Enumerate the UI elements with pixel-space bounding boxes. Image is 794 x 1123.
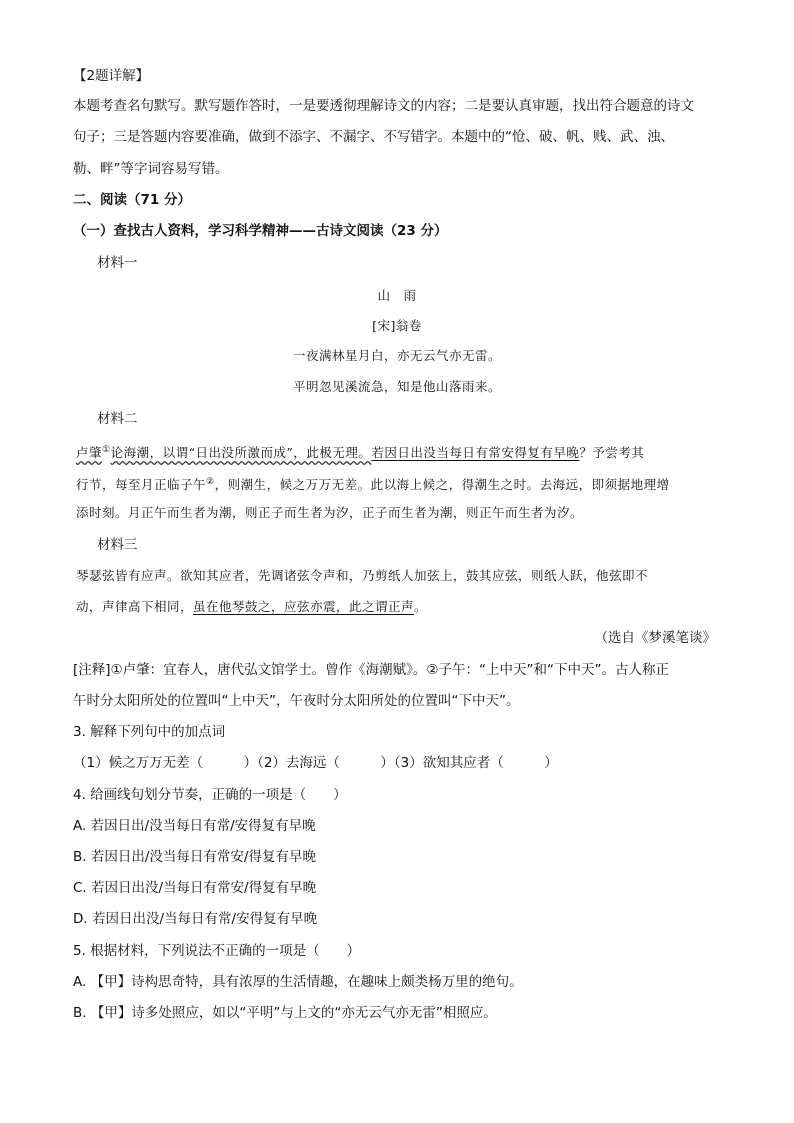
subsection-title: （一）查找古人资料，学习科学精神——古诗文阅读（23 分） <box>73 223 448 239</box>
annotation-line: 午时分太阳所处的位置叫“上中天”，午夜时分太阳所处的位置叫“下中天”。 <box>73 693 520 709</box>
poem-line: 一夜满林星月白，亦无云气亦无雷。 <box>292 348 501 363</box>
underlined-sentence: 虽在他琴鼓之，应弦亦震，此之谓正声 <box>193 599 415 614</box>
option-b: B. 【甲】诗多处照应，如以“平明”与上文的“亦无云气亦无雷”相照应。 <box>73 1005 497 1021</box>
question-items: （1）候之万万无差（ ）（2）去海远（ ）（3）欲知其应者（ ） <box>73 755 558 771</box>
material-paragraph-line <box>76 440 724 463</box>
underlined-quote: 论海潮，以谓“日出没所激而成”，此极无理。 <box>110 445 372 461</box>
option-c: C. 若因日出没/当每日有常安/得复有早晚 <box>73 880 317 896</box>
text-run: ？予尝考其 <box>579 445 645 461</box>
text-run: ，则潮生，候之万万无差。此以海上候之，得潮生之时。去海远，即须据地理增 <box>214 477 670 493</box>
answer-header: 【2题详解】 <box>73 68 150 84</box>
section-title: 二、阅读（71 分） <box>73 192 191 208</box>
material-label: 材料一 <box>97 255 138 271</box>
explanation-line: 本题考查名句默写。默写题作答时，一是要透彻理解诗文的内容；二是要认真审题，找出符合题意的诗文 <box>73 98 694 114</box>
question-stem: 5. 根据材料，下列说法不正确的一项是（ ） <box>73 943 361 959</box>
poem-line: 平明忽见溪流急，知是他山落雨来。 <box>292 379 501 394</box>
poem-title: 山 雨 <box>377 288 417 303</box>
text-run: 。 <box>414 599 428 614</box>
underlined-name: 卢肇 <box>76 445 103 461</box>
footnote-mark: ① <box>102 445 111 455</box>
poem-author: [宋]翁卷 <box>372 318 422 333</box>
annotation-line: [注释]①卢肇：宜春人，唐代弘文馆学士。曾作《海潮赋》。②子午：“上中天”和“下中天”。古人称正 <box>73 662 669 678</box>
question-stem: 4. 给画线句划分节奏，正确的一项是（ ） <box>73 787 347 803</box>
explanation-line: 勒、畔”等字词容易写错。 <box>73 161 229 177</box>
explanation-line: 句子；三是答题内容要准确，做到不添字、不漏字、不写错字。本题中的“怆、破、帆、贱、武、浊、 <box>73 129 674 145</box>
footnote-mark: ② <box>206 477 215 487</box>
material-paragraph-line: 添时刻。月正午而生者为潮，则正子而生者为汐，正子而生者为潮，则正午而生者为汐。 <box>76 505 584 520</box>
text-run: 行节，每至月正临子午 <box>76 477 207 493</box>
source-citation: （选自《梦溪笔谈》 <box>594 630 716 646</box>
text-run: 动，声律高下相同， <box>76 599 194 614</box>
option-a: A. 【甲】诗构思奇特，具有浓厚的生活情趣，在趣味上颇类杨万里的绝句。 <box>73 974 523 990</box>
material-label: 材料三 <box>97 537 138 553</box>
material-label: 材料二 <box>97 411 138 427</box>
option-d: D. 若因日出没/当每日有常/安得复有早晚 <box>73 911 318 927</box>
underlined-sentence: 若因日出没当每日有常安得复有早晚 <box>371 445 580 461</box>
option-b: B. 若因日出/没当每日有常安/得复有早晚 <box>73 849 316 865</box>
option-a: A. 若因日出/没当每日有常/安得复有早晚 <box>73 818 316 834</box>
question-stem: 3. 解释下列句中的加点词 <box>73 724 226 740</box>
material-paragraph-line <box>76 597 724 617</box>
material-paragraph-line: 琴瑟弦皆有应声。欲知其应者，先调诸弦令声和，乃剪纸人加弦上，鼓其应弦，则纸人跃，他弦即不 <box>76 568 649 583</box>
material-paragraph-line <box>76 472 724 495</box>
